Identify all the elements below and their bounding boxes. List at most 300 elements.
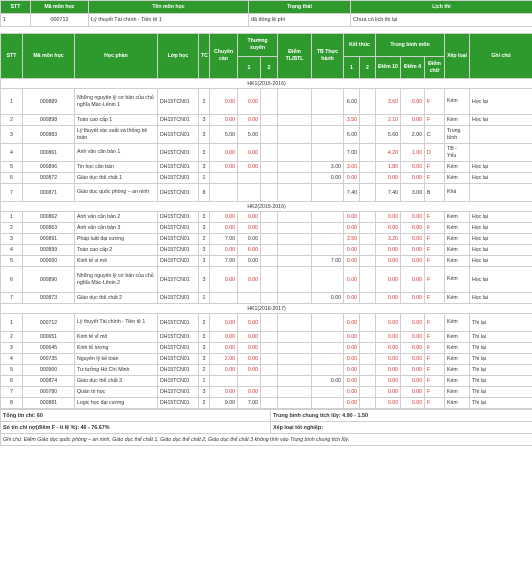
grade-subject: Anh văn căn bản 1 — [75, 144, 158, 162]
grade-letter: C — [425, 126, 445, 144]
summary-note-row — [1, 434, 532, 446]
table-row — [1, 314, 532, 332]
failed-credits: Số tín chỉ nợ(điểm F - tỉ lệ %): 46 - 76.67% — [1, 422, 271, 434]
grade-tl-btl — [278, 332, 312, 343]
grade-score-4: 0.00 — [401, 314, 425, 332]
exam-registration-table — [0, 0, 532, 27]
grade-attendance: 0.00 — [210, 332, 238, 343]
grade-letter: F — [425, 234, 445, 245]
grade-attendance — [210, 293, 238, 304]
table-row — [1, 245, 532, 256]
table-row — [1, 293, 532, 304]
grade-note: Thi lại — [470, 343, 532, 354]
grade-subject: Giáo dục thể chất 1 — [75, 173, 158, 184]
grade-practice: 0.00 — [312, 173, 344, 184]
grade-final-2 — [360, 89, 376, 115]
grade-score-10: 1.80 — [376, 162, 401, 173]
grade-final-2 — [360, 126, 376, 144]
summary-row-1 — [1, 410, 532, 422]
grade-regular-2 — [261, 223, 278, 234]
grade-final-2 — [360, 398, 376, 409]
grade-tl-btl — [278, 89, 312, 115]
grade-regular-2 — [261, 144, 278, 162]
table-row — [1, 354, 532, 365]
grade-regular-2 — [261, 115, 278, 126]
grade-class: DH15TCN01 — [158, 223, 199, 234]
grade-stt: 5 — [1, 365, 23, 376]
grade-score-4: 0.00 — [401, 256, 425, 267]
grade-regular-2 — [261, 89, 278, 115]
grade-class: DH15TCN01 — [158, 387, 199, 398]
grade-regular-1: 0.00 — [238, 89, 261, 115]
grade-final-1: 3.50 — [344, 115, 360, 126]
grade-final-2 — [360, 115, 376, 126]
grade-code: 000881 — [23, 398, 75, 409]
grade-rank: Kém — [445, 223, 470, 234]
gh-score-4: Điểm 4 — [401, 57, 425, 79]
grade-tl-btl — [278, 126, 312, 144]
grade-note: Thi lại — [470, 365, 532, 376]
grade-final-1: 0.00 — [344, 212, 360, 223]
grade-letter: F — [425, 387, 445, 398]
grade-tl-btl — [278, 376, 312, 387]
grade-tl-btl — [278, 173, 312, 184]
grade-practice: 3.00 — [312, 162, 344, 173]
gh-score-10: Điểm 10 — [376, 57, 401, 79]
reg-subject: Lý thuyết Tài chính - Tiền tệ 1 — [89, 14, 249, 27]
grade-credits: 3 — [199, 144, 210, 162]
grade-letter: F — [425, 332, 445, 343]
grade-final-1: 0.00 — [344, 332, 360, 343]
grade-score-4: 1.00 — [401, 144, 425, 162]
gh-final: Kết thúc — [344, 34, 376, 57]
grade-rank: Kém — [445, 387, 470, 398]
grade-regular-1 — [238, 293, 261, 304]
grade-note — [470, 144, 532, 162]
grade-regular-2 — [261, 126, 278, 144]
grade-credits: 2 — [199, 365, 210, 376]
grade-rank: Kém — [445, 365, 470, 376]
grade-regular-2 — [261, 267, 278, 293]
grade-score-4: 0.00 — [401, 223, 425, 234]
grade-final-1: 0.00 — [344, 293, 360, 304]
grade-score-10: 3.20 — [376, 234, 401, 245]
grade-rank: Kém — [445, 293, 470, 304]
grade-subject: Kinh tế lượng — [75, 343, 158, 354]
grade-final-1: 0.00 — [344, 223, 360, 234]
grade-tl-btl — [278, 144, 312, 162]
grade-practice: 0.00 — [312, 293, 344, 304]
grade-class: DH15TCN01 — [158, 267, 199, 293]
grade-note: Học lại — [470, 234, 532, 245]
table-row — [1, 332, 532, 343]
table-row — [1, 162, 532, 173]
grade-final-1: 0.00 — [344, 387, 360, 398]
grade-subject: Lý thuyết xác suất và thống kê toán — [75, 126, 158, 144]
grade-regular-1: 0.00 — [238, 223, 261, 234]
grade-stt: 7 — [1, 184, 23, 202]
grade-practice — [312, 332, 344, 343]
grade-code: 000863 — [23, 223, 75, 234]
grade-final-2 — [360, 223, 376, 234]
grade-rank: Kém — [445, 212, 470, 223]
grade-rank: Kém — [445, 89, 470, 115]
grade-attendance: 5.00 — [210, 126, 238, 144]
grade-class: DH15TCN01 — [158, 354, 199, 365]
grade-regular-2 — [261, 184, 278, 202]
registration-row — [1, 14, 532, 27]
grade-note: Thi lại — [470, 387, 532, 398]
grade-score-10: 0.00 — [376, 376, 401, 387]
grade-code: 000712 — [23, 314, 75, 332]
grade-final-1: 0.00 — [344, 398, 360, 409]
grade-attendance: 7.00 — [210, 234, 238, 245]
grades-header-row-1 — [1, 34, 532, 57]
grade-credits: 1 — [199, 173, 210, 184]
grade-letter: F — [425, 314, 445, 332]
table-row — [1, 126, 532, 144]
grade-final-2 — [360, 314, 376, 332]
grade-letter: F — [425, 365, 445, 376]
grade-regular-2 — [261, 173, 278, 184]
grade-class: DH15TCN01 — [158, 212, 199, 223]
grade-stt: 5 — [1, 256, 23, 267]
grade-stt: 3 — [1, 126, 23, 144]
grade-letter: F — [425, 398, 445, 409]
grade-regular-1: 0.00 — [238, 354, 261, 365]
grade-final-1: 0.00 — [344, 267, 360, 293]
grade-letter: F — [425, 293, 445, 304]
grade-stt: 8 — [1, 398, 23, 409]
grade-score-10: 0.00 — [376, 173, 401, 184]
grade-subject: Tư tưởng Hồ Chí Minh — [75, 365, 158, 376]
gh-tb-practice: TB Thực hành — [312, 34, 344, 79]
header-stt: STT — [1, 1, 31, 14]
grade-credits: 2 — [199, 89, 210, 115]
grade-final-1: 6.00 — [344, 89, 360, 115]
grade-score-4: 0.00 — [401, 387, 425, 398]
grade-rank: Kém — [445, 234, 470, 245]
semester-title: HK2(2015-2016) — [1, 202, 532, 212]
table-row — [1, 365, 532, 376]
grade-practice — [312, 184, 344, 202]
grade-practice — [312, 234, 344, 245]
grade-note: Học lại — [470, 223, 532, 234]
grade-regular-2 — [261, 398, 278, 409]
grade-code: 000871 — [23, 184, 75, 202]
grade-attendance: 0.00 — [210, 115, 238, 126]
gh-stt: STT — [1, 34, 23, 79]
grade-stt: 2 — [1, 115, 23, 126]
grade-rank: Trung bình — [445, 126, 470, 144]
grades-table — [0, 33, 532, 409]
grade-subject: Giáo dục thể chất 3 — [75, 376, 158, 387]
grade-credits: 2 — [199, 314, 210, 332]
grade-score-10: 0.00 — [376, 314, 401, 332]
grade-credits: 3 — [199, 256, 210, 267]
grade-attendance: 0.00 — [210, 223, 238, 234]
grade-subject: Anh văn căn bản 2 — [75, 212, 158, 223]
grade-practice — [312, 314, 344, 332]
grade-tl-btl — [278, 387, 312, 398]
grade-code: 000899 — [23, 245, 75, 256]
grade-tl-btl — [278, 115, 312, 126]
grade-letter: F — [425, 376, 445, 387]
grade-final-1: 3.00 — [344, 162, 360, 173]
gh-tc: TC — [199, 34, 210, 79]
grade-rank: Kém — [445, 376, 470, 387]
grade-tl-btl — [278, 212, 312, 223]
grade-practice — [312, 212, 344, 223]
reg-code: 000712 — [31, 14, 89, 27]
grade-tl-btl — [278, 162, 312, 173]
gh-tl-btl: Điểm TL/BTL — [278, 34, 312, 79]
table-row — [1, 398, 532, 409]
grade-attendance: 0.00 — [210, 144, 238, 162]
grade-regular-1: 0.00 — [238, 115, 261, 126]
grade-stt: 4 — [1, 354, 23, 365]
grade-code: 000900 — [23, 365, 75, 376]
grade-subject: Giáo dục thể chất 2 — [75, 293, 158, 304]
grade-regular-2 — [261, 256, 278, 267]
grade-subject: Nguyên lý kế toán — [75, 354, 158, 365]
grade-score-4: 0.00 — [401, 293, 425, 304]
grade-final-1: 0.00 — [344, 376, 360, 387]
grade-score-4: 0.00 — [401, 234, 425, 245]
total-credits: Tổng tín chỉ: 60 — [1, 410, 271, 422]
gh-code: Mã môn học — [23, 34, 75, 79]
table-row — [1, 144, 532, 162]
grade-practice — [312, 89, 344, 115]
grade-class: DH15TCN01 — [158, 314, 199, 332]
grade-subject: Tin học căn bản — [75, 162, 158, 173]
grade-attendance — [210, 173, 238, 184]
table-row — [1, 184, 532, 202]
grade-score-10: 0.00 — [376, 332, 401, 343]
grade-credits: 3 — [199, 332, 210, 343]
registration-header-row — [1, 1, 532, 14]
grade-subject: Toán cao cấp 2 — [75, 245, 158, 256]
grade-class: DH15TCN01 — [158, 89, 199, 115]
grade-subject: Kinh tế vĩ mô — [75, 332, 158, 343]
grade-regular-1 — [238, 184, 261, 202]
grade-class: DH15TCN01 — [158, 126, 199, 144]
grade-final-2 — [360, 184, 376, 202]
grade-score-4: 0.00 — [401, 332, 425, 343]
grade-note: Thi lại — [470, 376, 532, 387]
grade-credits: 3 — [199, 126, 210, 144]
grade-tl-btl — [278, 343, 312, 354]
grade-score-4: 0.00 — [401, 365, 425, 376]
grade-regular-2 — [261, 212, 278, 223]
grade-attendance: 7.00 — [210, 256, 238, 267]
grade-final-2 — [360, 212, 376, 223]
grade-regular-1: 0.00 — [238, 365, 261, 376]
grade-score-4: 0.00 — [401, 115, 425, 126]
grade-final-2 — [360, 343, 376, 354]
grade-tl-btl — [278, 314, 312, 332]
grade-rank: Kém — [445, 332, 470, 343]
table-row — [1, 234, 532, 245]
grade-score-10: 5.60 — [376, 126, 401, 144]
grade-note — [470, 184, 532, 202]
grade-practice: 7.00 — [312, 256, 344, 267]
grade-score-4: 0.00 — [401, 212, 425, 223]
grade-subject: Những nguyên lý cơ bản của chủ nghĩa Mác-Lênin 1 — [75, 89, 158, 115]
grade-note: Học lại — [470, 245, 532, 256]
grade-score-4: 0.00 — [401, 343, 425, 354]
grade-practice — [312, 223, 344, 234]
grade-regular-2 — [261, 376, 278, 387]
table-row — [1, 173, 532, 184]
grade-credits: 2 — [199, 398, 210, 409]
grade-final-1: 0.00 — [344, 354, 360, 365]
grade-note: Học lại — [470, 115, 532, 126]
grade-letter: F — [425, 267, 445, 293]
grade-score-10: 0.00 — [376, 293, 401, 304]
grade-subject: Toán cao cấp 1 — [75, 115, 158, 126]
grade-class: DH15TCN01 — [158, 343, 199, 354]
reg-stt: 1 — [1, 14, 31, 27]
grade-note: Học lại — [470, 293, 532, 304]
grade-practice — [312, 245, 344, 256]
grade-final-1: 6.00 — [344, 126, 360, 144]
grade-rank: Kém — [445, 115, 470, 126]
grade-class: DH15TCN01 — [158, 293, 199, 304]
gh-final-2: 2 — [360, 57, 376, 79]
grade-final-1: 0.00 — [344, 256, 360, 267]
semester-header — [1, 79, 532, 89]
grade-tl-btl — [278, 267, 312, 293]
grade-credits: 1 — [199, 376, 210, 387]
grade-score-4: 0.00 — [401, 376, 425, 387]
grade-regular-2 — [261, 354, 278, 365]
gh-final-1: 1 — [344, 57, 360, 79]
gh-letter: Điểm chữ — [425, 57, 445, 79]
grade-regular-2 — [261, 332, 278, 343]
grade-code: 000861 — [23, 144, 75, 162]
grade-stt: 2 — [1, 332, 23, 343]
grade-final-2 — [360, 267, 376, 293]
table-row — [1, 267, 532, 293]
grade-credits: 3 — [199, 223, 210, 234]
grade-letter: F — [425, 89, 445, 115]
grade-score-4: 0.00 — [401, 245, 425, 256]
grade-letter: F — [425, 354, 445, 365]
grade-regular-1: 0.00 — [238, 162, 261, 173]
grade-code: 000883 — [23, 126, 75, 144]
graduation-rank: Xếp loại tốt nghiệp: — [271, 422, 532, 434]
grade-final-2 — [360, 293, 376, 304]
grade-score-10: 0.00 — [376, 256, 401, 267]
grade-tl-btl — [278, 245, 312, 256]
grade-regular-1: 7.00 — [238, 398, 261, 409]
grade-code: 000735 — [23, 354, 75, 365]
semester-title: HK1(2015-2016) — [1, 79, 532, 89]
grade-regular-1: 0.00 — [238, 212, 261, 223]
grade-score-10: 0.00 — [376, 354, 401, 365]
grade-practice — [312, 354, 344, 365]
grade-score-10: 0.00 — [376, 223, 401, 234]
grade-attendance: 0.00 — [210, 89, 238, 115]
grade-final-2 — [360, 332, 376, 343]
grade-regular-2 — [261, 234, 278, 245]
grade-credits: 3 — [199, 267, 210, 293]
grade-note: Học lại — [470, 89, 532, 115]
grade-tl-btl — [278, 234, 312, 245]
grade-regular-2 — [261, 387, 278, 398]
semester-header — [1, 202, 532, 212]
grade-regular-1: 0.00 — [238, 144, 261, 162]
gh-subject: Học phần — [75, 34, 158, 79]
grade-regular-2 — [261, 314, 278, 332]
grade-letter: F — [425, 115, 445, 126]
grade-tl-btl — [278, 398, 312, 409]
grade-attendance — [210, 184, 238, 202]
grade-score-10: 0.00 — [376, 365, 401, 376]
grade-regular-1: 0.00 — [238, 314, 261, 332]
grade-practice — [312, 267, 344, 293]
grade-credits: 3 — [199, 212, 210, 223]
grade-letter: F — [425, 256, 445, 267]
grade-final-2 — [360, 245, 376, 256]
table-row — [1, 376, 532, 387]
grade-rank: Kém — [445, 343, 470, 354]
grade-subject: Giáo dục quốc phòng – an ninh — [75, 184, 158, 202]
grade-credits: 3 — [199, 354, 210, 365]
grade-note: Thi lại — [470, 332, 532, 343]
grade-score-4: 0.00 — [401, 354, 425, 365]
grade-subject: Logic học đại cương — [75, 398, 158, 409]
grade-score-4: 2.00 — [401, 126, 425, 144]
grade-credits: 1 — [199, 293, 210, 304]
gh-average: Trung bình môn — [376, 34, 445, 57]
grade-rank: TB - Yếu — [445, 144, 470, 162]
grade-subject: Lý thuyết Tài chính - Tiền tệ 1 — [75, 314, 158, 332]
grade-tl-btl — [278, 293, 312, 304]
grade-class: DH15TCN01 — [158, 234, 199, 245]
grade-score-10: 0.00 — [376, 343, 401, 354]
grade-letter: F — [425, 212, 445, 223]
grade-code: 000873 — [23, 293, 75, 304]
grade-attendance: 2.00 — [210, 354, 238, 365]
grade-letter: F — [425, 343, 445, 354]
grade-code: 000890 — [23, 267, 75, 293]
grade-credits: 3 — [199, 245, 210, 256]
gh-note: Ghi chú — [470, 34, 532, 79]
grade-regular-1: 5.00 — [238, 126, 261, 144]
table-row — [1, 212, 532, 223]
grade-regular-1: 0.00 — [238, 332, 261, 343]
grade-stt: 6 — [1, 267, 23, 293]
grade-practice — [312, 144, 344, 162]
grade-score-10: 3.60 — [376, 89, 401, 115]
grade-final-2 — [360, 354, 376, 365]
grade-tl-btl — [278, 365, 312, 376]
grade-score-4: 0.00 — [401, 173, 425, 184]
grade-stt: 3 — [1, 234, 23, 245]
table-row — [1, 343, 532, 354]
grade-score-4: 3.00 — [401, 184, 425, 202]
table-row — [1, 115, 532, 126]
grade-rank: Khá — [445, 184, 470, 202]
grade-class: DH15TCN01 — [158, 245, 199, 256]
grade-practice — [312, 398, 344, 409]
grade-code: 000651 — [23, 332, 75, 343]
grade-class: DH15TCN01 — [158, 376, 199, 387]
grade-stt: 6 — [1, 173, 23, 184]
grade-class: DH15TCN01 — [158, 332, 199, 343]
